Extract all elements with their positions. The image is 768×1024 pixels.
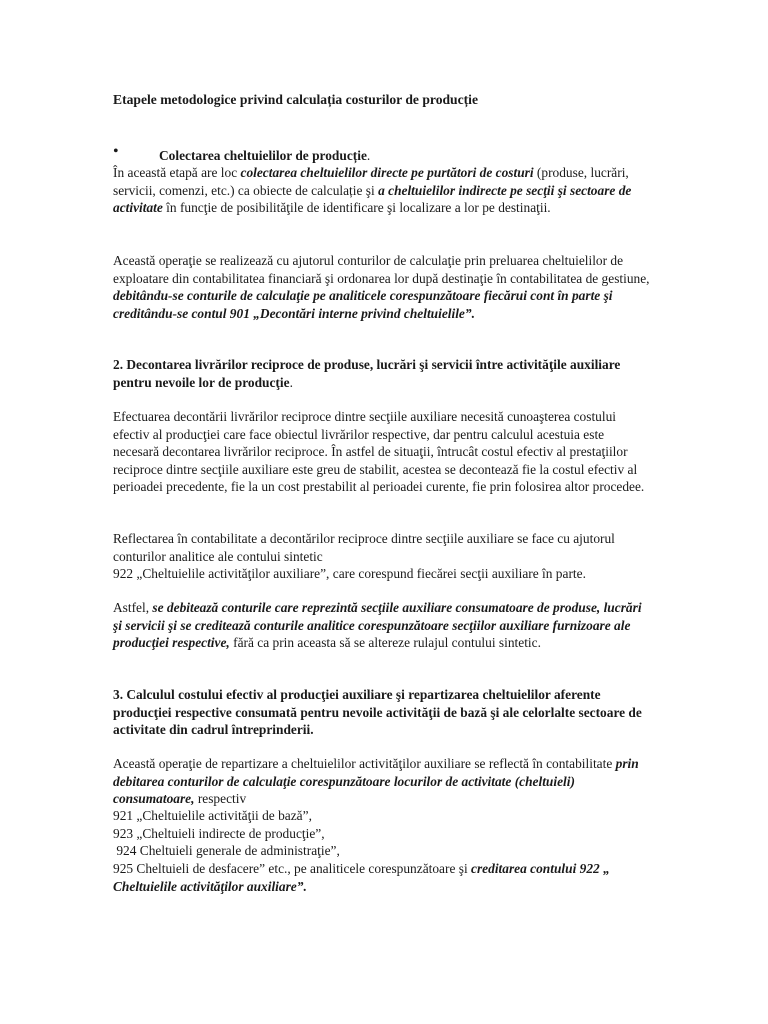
section1-heading-text: Colectarea cheltuielilor de producție (159, 148, 367, 163)
section3-account-921: 921 „Cheltuielile activităţii de bază”, (113, 808, 312, 823)
section3-closing: 925 Cheltuieli de desfacere” etc., pe analiticele corespunzătoare şi creditarea contului 922 „ Cheltuielile activităţilor auxiliare”. (113, 861, 610, 894)
section2-heading: 2. Decontarea livrărilor reciproce de produse, lucrări şi servicii între activităţile auxiliare pentru nevoile lor de producţie. (113, 357, 621, 390)
section1-paragraph-2: Această operaţie se realizează cu ajutorul conturilor de calculaţie prin preluarea cheltuielilor de exploatare din contabilitatea financiară şi ordonarea lor după destinaţie în contabilitatea de gestiune, debitându-se conturile de calculaţie pe analiticele corespunzătoare fiecărui cont în parte şi creditându-se contul 901 „Decontări interne privind cheltuielile”. (113, 253, 650, 321)
section3-heading: 3. Calculul costului efectiv al producţiei auxiliare şi repartizarea cheltuielilor aferente producţiei respective consumată pentru nevoile activităţii de bază şi ale celorlalte sectoare de activitate din cadrul întreprinderii. (113, 687, 642, 738)
section1-paragraph-1: În această etapă are loc colectarea cheltuielilor directe pe purtători de costuri (produse, lucrări, servicii, comenzi, etc.) ca obiecte de calculație şi a cheltuielilor indirecte pe secţii şi sectoare de activitate în funcţie de posibilităţile de identificare şi localizare a lor pe destinaţii. (113, 165, 632, 216)
section2-paragraph-1: Efectuarea decontării livrărilor reciproce dintre secţiile auxiliare necesită cunoaşterea costului efectiv al producţiei care face obiectul livrărilor respective, dar pentru calculul acestuia este necesară decontarea livrărilor reciproce. În astfel de situaţii, întrucât costul efectiv al prestaţiilor reciproce dintre secţiile auxiliare este greu de stabilit, acestea se decontează fie la costul efectiv al perioadei precedente, fie la un cost prestabilit al perioadei curente, fie prin folosirea altor procedee. (113, 409, 645, 495)
section2-paragraph-2: Reflectarea în contabilitate a decontărilor reciproce dintre secţiile auxiliare se face cu ajutorul conturilor analitice ale contului sintetic (113, 531, 615, 564)
bullet-icon: • (113, 143, 119, 160)
section3-account-923: 923 „Cheltuieli indirecte de producţie”, (113, 826, 325, 841)
section3-account-924: 924 Cheltuieli generale de administraţie”, (113, 843, 340, 858)
document-page: Etapele metodologice privind calculația costurilor de producție • Colectarea cheltuielilor de producție. În această etapă are loc colectarea cheltuielilor directe pe purtători de costuri (produse, lucrări, servicii, comenzi, etc.) ca obiecte de calculație şi a cheltuielilor indirecte pe secţii şi sectoare de activitate în funcţie de posibilităţile de identificare şi localizare a lor pe destinaţii. Această operaţie se realizează cu ajutorul conturilor de calculaţie prin preluarea cheltuielilor de exploatare din contabilitatea financiară şi ordonarea lor după destinaţie în contabilitatea de gestiune, debitându-se conturile de calculaţie pe analiticele corespunzătoare fiecărui cont în parte şi creditându-se contul 901 „Decontări interne privind cheltuielile”. 2. Decontarea livrărilor reciproce de produse, lucrări şi servicii între activităţile auxiliare pentru nevoile lor de producţie. Efectuarea decontării livrărilor reciproce dintre secţiile auxiliare necesită cunoaşterea costului efectiv al producţiei care face obiectul livrărilor respective, dar pentru calculul acestuia este necesară decontarea livrărilor reciproce. În astfel de situaţii, întrucât costul efectiv al prestaţiilor reciproce dintre secţiile auxiliare este greu de stabilit, acestea se decontează fie la costul efectiv al perioadei precedente, fie la un cost prestabilit al perioadei curente, fie prin folosirea altor procedee. Reflectarea în contabilitate a decontărilor reciproce dintre secţiile auxiliare se face cu ajutorul conturilor analitice ale contului sintetic 922 „Cheltuielile activităţilor auxiliare”, care corespund fiecărei secţii auxiliare în parte. Astfel, se debitează conturile care reprezintă secţiile auxiliare consumatoare de produse, lucrări şi servicii şi se creditează conturile analitice corespunzătoare secţiilor auxiliare furnizoare ale producţiei respective, fără ca prin aceasta să se altereze rulajul contului sintetic. 3. Calculul costului efectiv al producţiei auxiliare şi repartizarea cheltuielilor aferente producţiei respective consumată pentru nevoile activităţii de bază şi ale celorlalte sectoare de activitate din cadrul întreprinderii. Această operaţie de repartizare a cheltuielilor activităţilor auxiliare se reflectă în contabilitate prin debitarea conturilor de calculaţie corespunzătoare locurilor de activitate (cheltuieli) consumatoare, respectiv 921 „Cheltuielile activităţii de bază”, 923 „Cheltuieli indirecte de producţie”, 924 Cheltuieli generale de administraţie”, 925 Cheltuieli de desfacere” etc., pe analiticele corespunzătoare şi creditarea contului 922 „ Cheltuielile activităţilor auxiliare”. (0, 0, 768, 1024)
document-title: Etapele metodologice privind calculația costurilor de producție (113, 92, 478, 107)
section3-paragraph-1: Această operaţie de repartizare a cheltuielilor activităţilor auxiliare se reflectă în contabilitate prin debitarea conturilor de calculaţie corespunzătoare locurilor de activitate (cheltuieli) consumatoare, respectiv (113, 756, 639, 807)
section2-paragraph-3: Astfel, se debitează conturile care reprezintă secţiile auxiliare consumatoare de produse, lucrări şi servicii şi se creditează conturile analitice corespunzătoare secţiilor auxiliare furnizoare ale producţiei respective, fără ca prin aceasta să se altereze rulajul contului sintetic. (113, 600, 642, 651)
section2-account-line: 922 „Cheltuielile activităţilor auxiliare”, care corespund fiecărei secţii auxiliare în parte. (113, 566, 586, 581)
